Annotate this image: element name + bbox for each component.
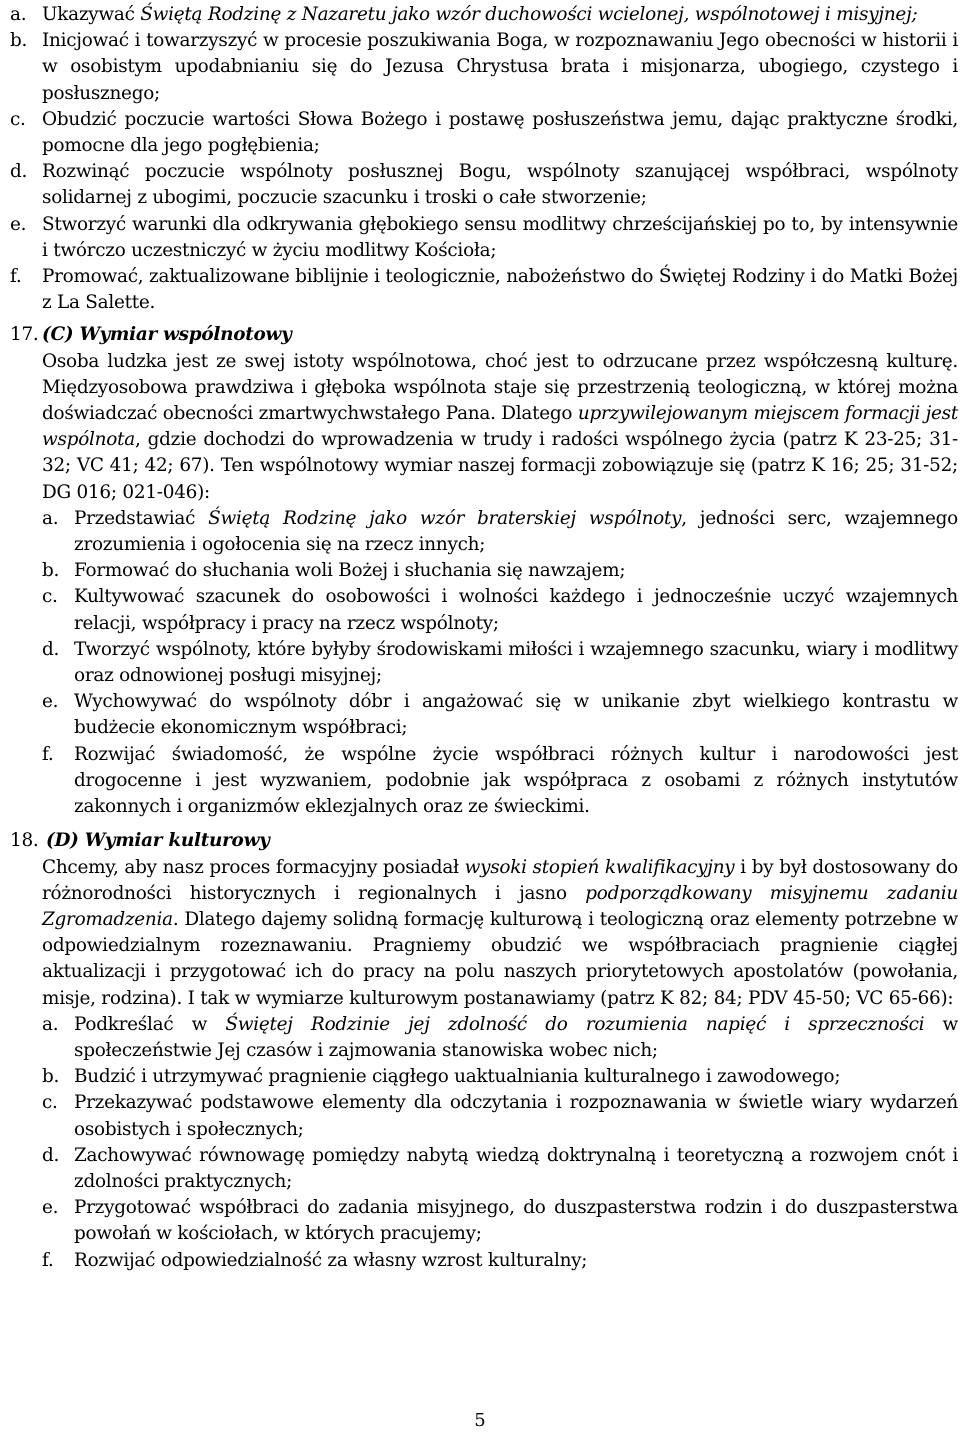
section-title: (D) Wymiar kulturowy (46, 830, 270, 852)
item-text: Przekazywać podstawowe elementy dla odczytania i rozpoznawania w świetle wiary wydarzeń osobistych i społecznych; (74, 1092, 958, 1140)
item-text: Rozwijać świadomość, że wspólne życie współbraci różnych kultur i narodowości jest drogocenne i jest wyzwaniem, podobnie jak współpraca z osobami z różnych instytutów zakonnych i organizmów eklezjalnych oraz ze świeckimi. (74, 743, 958, 818)
list-item (10, 1064, 958, 1090)
list-item (10, 742, 958, 821)
item-marker: d. (10, 161, 28, 183)
document-body (10, 2, 958, 1274)
page-number: 5 (474, 1410, 486, 1431)
item-marker: c. (10, 108, 26, 130)
section-17 (10, 322, 958, 348)
item-marker: d. (42, 1144, 60, 1166)
list-item (10, 1143, 958, 1195)
item-text: Przedstawiać Świętą Rodzinę jako wzór braterskiej wspólnoty, jedności serc, wzajemnego zrozumienia i ogołocenia się na rzecz innych; (74, 507, 958, 556)
item-marker: f. (10, 266, 22, 288)
section-item-list (42, 506, 958, 820)
item-marker: b. (42, 1066, 60, 1088)
item-text: Inicjować i towarzyszyć w procesie poszukiwania Boga, w rozpoznawaniu Jego obecności w historii i w osobistym upodabnianiu się do Jezusa Chrystusa brata i misjonarza, ubogiego, czystego i posłusznego; (42, 30, 958, 104)
section-item-list (42, 1012, 958, 1274)
item-marker: f. (42, 743, 54, 765)
list-item (10, 107, 958, 159)
item-text: Wychowywać do wspólnoty dóbr i angażować się w unikanie zbyt wielkiego kontrastu w budżecie ekonomicznym współbraci; (74, 691, 958, 739)
item-marker: e. (42, 691, 59, 713)
list-item (10, 212, 958, 264)
item-text: Ukazywać Świętą Rodzinę z Nazaretu jako wzór duchowości wcielonej, wspólnotowej i misyjnej; (42, 4, 918, 25)
item-text: Zachowywać równowagę pomiędzy nabytą wiedzą doktrynalną i teoretyczną a rozwojem cnót i zdolności praktycznych; (74, 1144, 958, 1192)
item-text: Tworzyć wspólnoty, które byłyby środowiskami miłości i wzajemnego szacunku, wiary i modlitwy oraz odnowionej posługi misyjnej; (74, 638, 958, 687)
item-marker: e. (10, 213, 27, 235)
list-item (10, 1090, 958, 1142)
top-item-list (10, 2, 958, 316)
list-item (10, 584, 958, 636)
item-text: Obudzić poczucie wartości Słowa Bożego i postawę posłuszeństwa jemu, dając praktyczne środki, pomocne dla jego pogłębienia; (42, 108, 958, 157)
section-17-content (10, 349, 958, 821)
item-text: Promować, zaktualizowane biblijnie i teologicznie, nabożeństwo do Świętej Rodziny i do Matki Bożej z La Salette. (42, 266, 958, 314)
item-marker: c. (42, 586, 58, 608)
list-item (10, 1195, 958, 1247)
item-text: Podkreślać w Świętej Rodzinie jej zdolność do rozumienia napięć i sprzeczności w społeczeństwie Jej czasów i zajmowania stanowiska wobec nich; (74, 1013, 959, 1061)
item-text: Stworzyć warunki dla odkrywania głębokiego sensu modlitwy chrześcijańskiej po to, by intensywnie i twórczo uczestniczyć w życiu modlitwy Kościoła; (42, 213, 958, 261)
section-number: 17. (10, 324, 39, 346)
item-marker: b. (42, 560, 60, 582)
item-marker: f. (42, 1249, 54, 1271)
item-marker: b. (10, 30, 28, 52)
item-marker: e. (42, 1197, 59, 1219)
item-text: Przygotować współbraci do zadania misyjnego, do duszpasterstwa rodzin i do duszpasterstwa powołań w kościołach, w których pracujemy; (74, 1197, 958, 1245)
list-item (10, 28, 958, 107)
item-marker: c. (42, 1092, 58, 1114)
item-marker: d. (42, 638, 60, 660)
section-18 (10, 828, 958, 854)
list-item (10, 2, 958, 28)
list-item (10, 264, 958, 316)
item-text: Formować do słuchania woli Bożej i słuchania się nawzajem; (74, 560, 626, 582)
section-intro: Osoba ludzka jest ze swej istoty wspólnotowa, choć jest to odrzucane przez współczesną kulturę. Międzyosobowa prawdziwa i głęboka wspólnota staje się przestrzenią teologiczną, w której można doświadczać obecności zmartwychwstałego Pana. Dlatego uprzywilejowanym miejscem formacji jest wspólnota, gdzie dochodzi do wprowadzenia w trudy i radości wspólnego życia (patrz K 23-25; 31-32; VC 41; 42; 67). Ten wspólnotowy wymiar naszej formacji zobowiązuje się (patrz K 16; 25; 31-52; DG 016; 021-046): (42, 350, 958, 503)
item-text: Rozwijać odpowiedzialność za własny wzrost kulturalny; (74, 1249, 588, 1271)
list-item (10, 689, 958, 741)
item-marker: a. (42, 1013, 59, 1035)
list-item (10, 506, 958, 558)
item-marker: a. (42, 507, 59, 529)
list-item (10, 1012, 958, 1064)
list-item (10, 1248, 958, 1274)
item-text: Budzić i utrzymywać pragnienie ciągłego uaktualniania kulturalnego i zawodowego; (74, 1066, 841, 1088)
section-title: (C) Wymiar wspólnotowy (42, 324, 292, 346)
section-intro: Chcemy, aby nasz proces formacyjny posiadał wysoki stopień kwalifikacyjny i by był dostosowany do różnorodności historycznych i regionalnych i jasno podporządkowany misyjnemu zadaniu Zgromadzenia. Dlatego dajemy solidną formację kulturową i teologiczną oraz elementy potrzebne w odpowiedzialnym rozeznawaniu. Pragniemy obudzić we współbraciach pragnienie ciągłej aktualizacji i przygotować ich do pracy na polu naszych priorytetowych apostolatów (powołania, misje, rodzina). I tak w wymiarze kulturowym postanawiamy (patrz K 82; 84; PDV 45-50; VC 65-66): (42, 856, 958, 1009)
list-item (10, 558, 958, 584)
list-item (10, 159, 958, 211)
list-item (10, 637, 958, 689)
section-18-content (10, 855, 958, 1274)
item-marker: a. (10, 4, 27, 25)
item-text: Kultywować szacunek do osobowości i wolności każdego i jednocześnie uczyć wzajemnych relacji, współpracy i pracy na rzecz wspólnoty; (74, 586, 958, 634)
section-number: 18. (10, 830, 39, 852)
item-text: Rozwinąć poczucie wspólnoty posłusznej Bogu, wspólnoty szanującej współbraci, wspólnoty solidarnej z ubogimi, poczucie szacunku i troski o całe stworzenie; (42, 161, 958, 209)
